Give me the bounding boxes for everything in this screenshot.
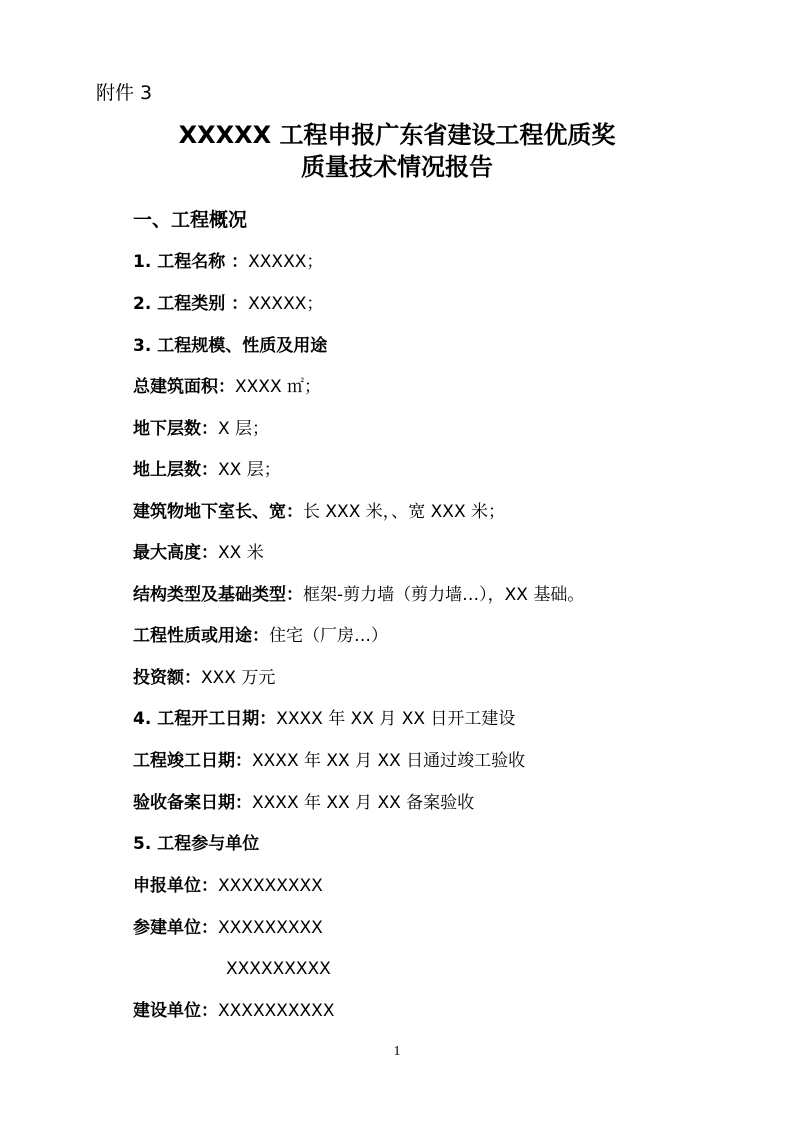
underground-floors-label: 地下层数： [133,419,218,439]
filing-date-label: 验收备案日期： [133,793,252,813]
completion-date-row [133,749,525,773]
aboveground-floors-value: XX 层； [218,460,281,480]
developer-label: 建设单位： [133,1001,218,1021]
start-date-value: XXXX 年 XX 月 XX 日开工建设 [276,709,516,729]
project-category-value: XXXXX； [248,294,324,314]
project-category-row [133,292,323,316]
structure-type-label: 结构类型及基础类型： [133,585,303,605]
participants-heading [133,832,259,856]
developer-row [133,999,334,1023]
max-height-label: 最大高度： [133,543,218,563]
project-name-row [133,250,323,274]
aboveground-floors-label: 地上层数： [133,460,218,480]
structure-type-value: 框架-剪力墙（剪力墙…），XX 基础。 [303,585,585,605]
completion-date-label: 工程竣工日期： [133,751,252,771]
total-area-row [133,375,321,399]
start-date-row [133,707,515,731]
developer-value: XXXXXXXXXX [218,1001,335,1021]
filing-date-value: XXXX 年 XX 月 XX 备案验收 [252,793,475,813]
attachment-label: 附件 3 [96,82,153,104]
project-usage-label: 工程性质或用途： [133,626,269,646]
project-usage-row [133,624,388,648]
underground-floors-value: X 层； [218,419,270,439]
project-scale-heading [133,334,327,358]
structure-type-row [133,583,584,607]
participant-value-1: XXXXXXXXX [218,918,323,938]
underground-floors-row [133,417,269,441]
project-scale-label: 3. 工程规模、性质及用途 [133,336,328,356]
max-height-value: XX 米 [218,543,264,563]
max-height-row [133,541,264,565]
filing-date-row [133,791,474,815]
aboveground-floors-row [133,458,281,482]
investment-label: 投资额： [133,668,201,688]
participant-value-2: XXXXXXXXX [226,959,331,979]
basement-size-row [133,500,505,524]
total-area-label: 总建筑面积： [133,377,235,397]
investment-row [133,666,275,690]
applicant-row [133,874,323,898]
investment-value: XXX 万元 [201,668,276,688]
report-title-line-2: 质量技术情况报告 [301,153,493,181]
project-name-label: 1. 工程名称 ： [133,252,249,272]
participant-row-continued [226,957,331,981]
participant-row [133,916,323,940]
report-title-line-1: XXXXX 工程申报广东省建设工程优质奖 [178,121,616,149]
start-date-label: 4. 工程开工日期： [133,709,277,729]
participants-label: 5. 工程参与单位 [133,834,260,854]
section-heading-overview: 一、工程概况 [133,209,248,231]
applicant-label: 申报单位： [133,876,218,896]
completion-date-value: XXXX 年 XX 月 XX 日通过竣工验收 [252,751,526,771]
project-usage-value: 住宅（厂房…） [269,626,388,646]
project-category-label: 2. 工程类别 ： [133,294,249,314]
project-name-value: XXXXX； [248,252,324,272]
page-number: 1 [393,1044,401,1059]
participant-label: 参建单位： [133,918,218,938]
basement-size-label: 建筑物地下室长、宽： [133,502,303,522]
basement-size-value: 长 XXX 米，、宽 XXX 米； [303,502,505,522]
applicant-value: XXXXXXXXX [218,876,323,896]
total-area-value: XXXX ㎡； [235,377,321,397]
